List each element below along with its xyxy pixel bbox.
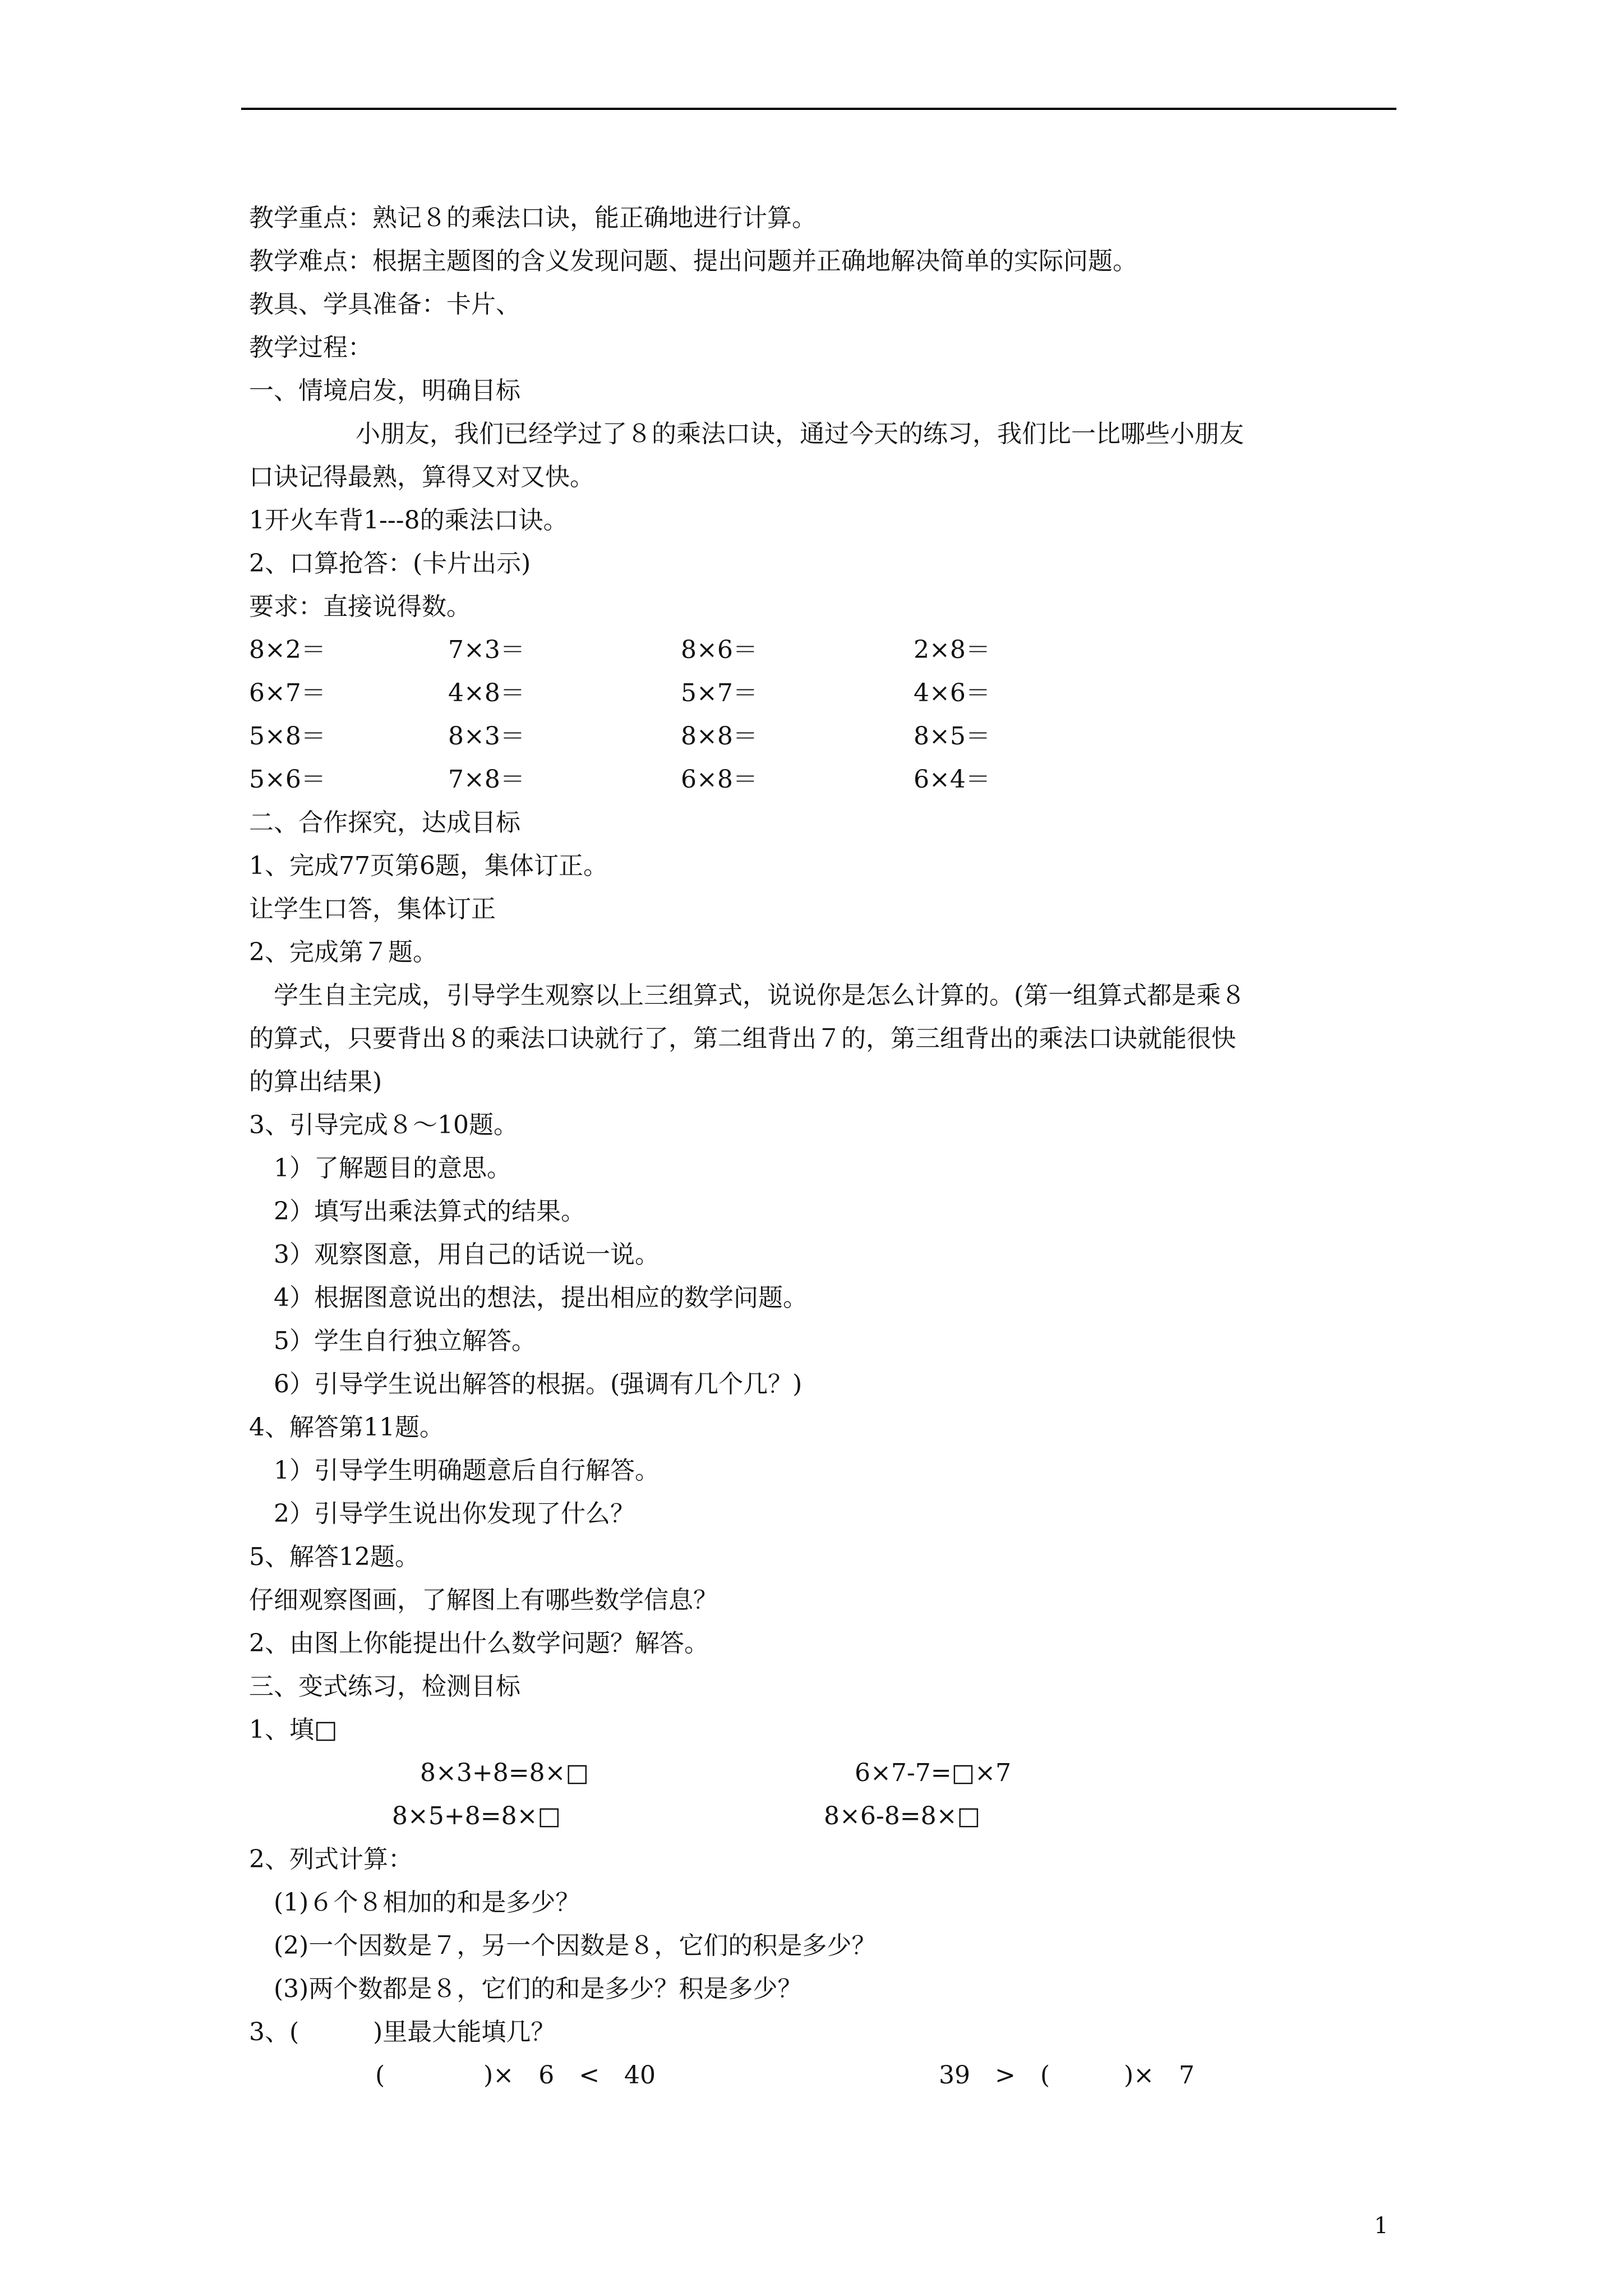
section2-item: 3、引导完成８～10题。 bbox=[249, 1111, 518, 1139]
section2-subitem: 1）了解题目的意思。 bbox=[274, 1154, 511, 1182]
section2-item: 5、解答12题。 bbox=[249, 1543, 419, 1571]
fill-blank-row bbox=[249, 1751, 1393, 1795]
section2-item: 让学生口答，集体订正 bbox=[249, 895, 496, 923]
section2-subitem: 1）引导学生明确题意后自行解答。 bbox=[274, 1456, 660, 1485]
oral-item: 8×8＝ bbox=[681, 722, 758, 751]
requirement-line: 要求：直接说得数。 bbox=[249, 592, 471, 621]
oral-item: 7×3＝ bbox=[448, 636, 525, 664]
train-recite-line: 1开火车背1---8的乘法口诀。 bbox=[249, 506, 568, 535]
section3-heading: 三、变式练习，检测目标 bbox=[249, 1672, 520, 1701]
section3-question: 3、( )里最大能填几？ bbox=[249, 2018, 556, 2046]
fill-blank-item: 6×7-7=□×7 bbox=[855, 1759, 1012, 1787]
oral-item: 7×8＝ bbox=[448, 765, 525, 794]
oral-item: 8×5＝ bbox=[914, 722, 990, 751]
oral-item: 8×3＝ bbox=[448, 722, 525, 751]
section2-paragraph: 的算出结果) bbox=[249, 1068, 382, 1096]
key-points-line: 教学重点：熟记８的乘法口诀，能正确地进行计算。 bbox=[249, 204, 817, 232]
oral-item: 8×6＝ bbox=[681, 636, 758, 664]
section2-item: 2、由图上你能提出什么数学问题？解答。 bbox=[249, 1629, 709, 1658]
section2-subitem: 2）引导学生说出你发现了什么？ bbox=[274, 1499, 635, 1528]
document-body bbox=[249, 196, 1393, 2097]
oral-item: 5×6＝ bbox=[249, 765, 326, 794]
oral-quiz-line: 2、口算抢答：(卡片出示) bbox=[249, 549, 531, 578]
section2-subitem: 6）引导学生说出解答的根据。(强调有几个几？) bbox=[274, 1370, 803, 1398]
oral-item: 6×7＝ bbox=[249, 679, 326, 707]
oral-item: 5×8＝ bbox=[249, 722, 326, 751]
oral-item: 6×4＝ bbox=[914, 765, 990, 794]
fill-blank-item: 8×5+8=8×□ bbox=[392, 1802, 561, 1830]
oral-grid-row bbox=[249, 758, 1393, 801]
section2-subitem: 4）根据图意说出的想法，提出相应的数学问题。 bbox=[274, 1283, 808, 1312]
materials-line: 教具、学具准备：卡片、 bbox=[249, 290, 520, 319]
section2-subitem: 5）学生自行独立解答。 bbox=[274, 1327, 536, 1355]
fill-blank-row bbox=[249, 1795, 1393, 1838]
section2-item: 仔细观察图画，了解图上有哪些数学信息？ bbox=[249, 1586, 718, 1614]
section3-subquestion: (3)两个数都是８，它们的和是多少？积是多少？ bbox=[274, 1975, 803, 2003]
difficult-points-line: 教学难点：根据主题图的含义发现问题、提出问题并正确地解决简单的实际问题。 bbox=[249, 247, 1137, 275]
section3-subquestion: (1)６个８相加的和是多少？ bbox=[274, 1888, 580, 1917]
section3-question: 1、填□ bbox=[249, 1715, 338, 1744]
intro-paragraph-line2: 口诀记得最熟，算得又对又快。 bbox=[249, 463, 594, 491]
section2-item: 4、解答第11题。 bbox=[249, 1413, 444, 1442]
oral-grid-row bbox=[249, 628, 1393, 671]
oral-grid-row bbox=[249, 715, 1393, 758]
section2-item: 1、完成77页第6题，集体订正。 bbox=[249, 852, 608, 880]
section2-subitem: 3）观察图意，用自己的话说一说。 bbox=[274, 1240, 660, 1269]
section3-question: 2、列式计算： bbox=[249, 1845, 413, 1874]
fill-blank-item: 8×3+8=8×□ bbox=[420, 1759, 589, 1787]
fill-blank-item: 8×6-8=8×□ bbox=[824, 1802, 981, 1830]
page-number: 1 bbox=[1374, 2213, 1389, 2239]
intro-paragraph-line1: 小朋友，我们已经学过了８的乘法口诀，通过今天的练习，我们比一比哪些小朋友 bbox=[356, 420, 1244, 448]
max-fill-row bbox=[249, 2054, 1393, 2097]
oral-item: 6×8＝ bbox=[681, 765, 758, 794]
oral-item: 5×7＝ bbox=[681, 679, 758, 707]
section2-paragraph: 的算式，只要背出８的乘法口诀就行了，第二组背出７的，第三组背出的乘法口诀就能很快 bbox=[249, 1024, 1236, 1053]
oral-item: 4×6＝ bbox=[914, 679, 990, 707]
section2-paragraph: 学生自主完成，引导学生观察以上三组算式，说说你是怎么计算的。(第一组算式都是乘８ bbox=[274, 981, 1246, 1010]
oral-item: 8×2＝ bbox=[249, 636, 326, 664]
oral-item: 4×8＝ bbox=[448, 679, 525, 707]
header-rule bbox=[241, 108, 1396, 110]
section2-subitem: 2）填写出乘法算式的结果。 bbox=[274, 1197, 585, 1226]
oral-item: 2×8＝ bbox=[914, 636, 990, 664]
max-fill-item: 39 > ( )× 7 bbox=[939, 2061, 1195, 2090]
max-fill-item: ( )× 6 < 40 bbox=[375, 2061, 656, 2090]
section1-heading: 一、情境启发，明确目标 bbox=[249, 376, 520, 405]
process-heading: 教学过程： bbox=[249, 333, 372, 362]
section3-subquestion: (2)一个因数是７，另一个因数是８，它们的积是多少？ bbox=[274, 1931, 877, 1960]
section2-item: 2、完成第７题。 bbox=[249, 938, 437, 967]
oral-grid-row bbox=[249, 671, 1393, 715]
section2-heading: 二、合作探究，达成目标 bbox=[249, 808, 520, 837]
